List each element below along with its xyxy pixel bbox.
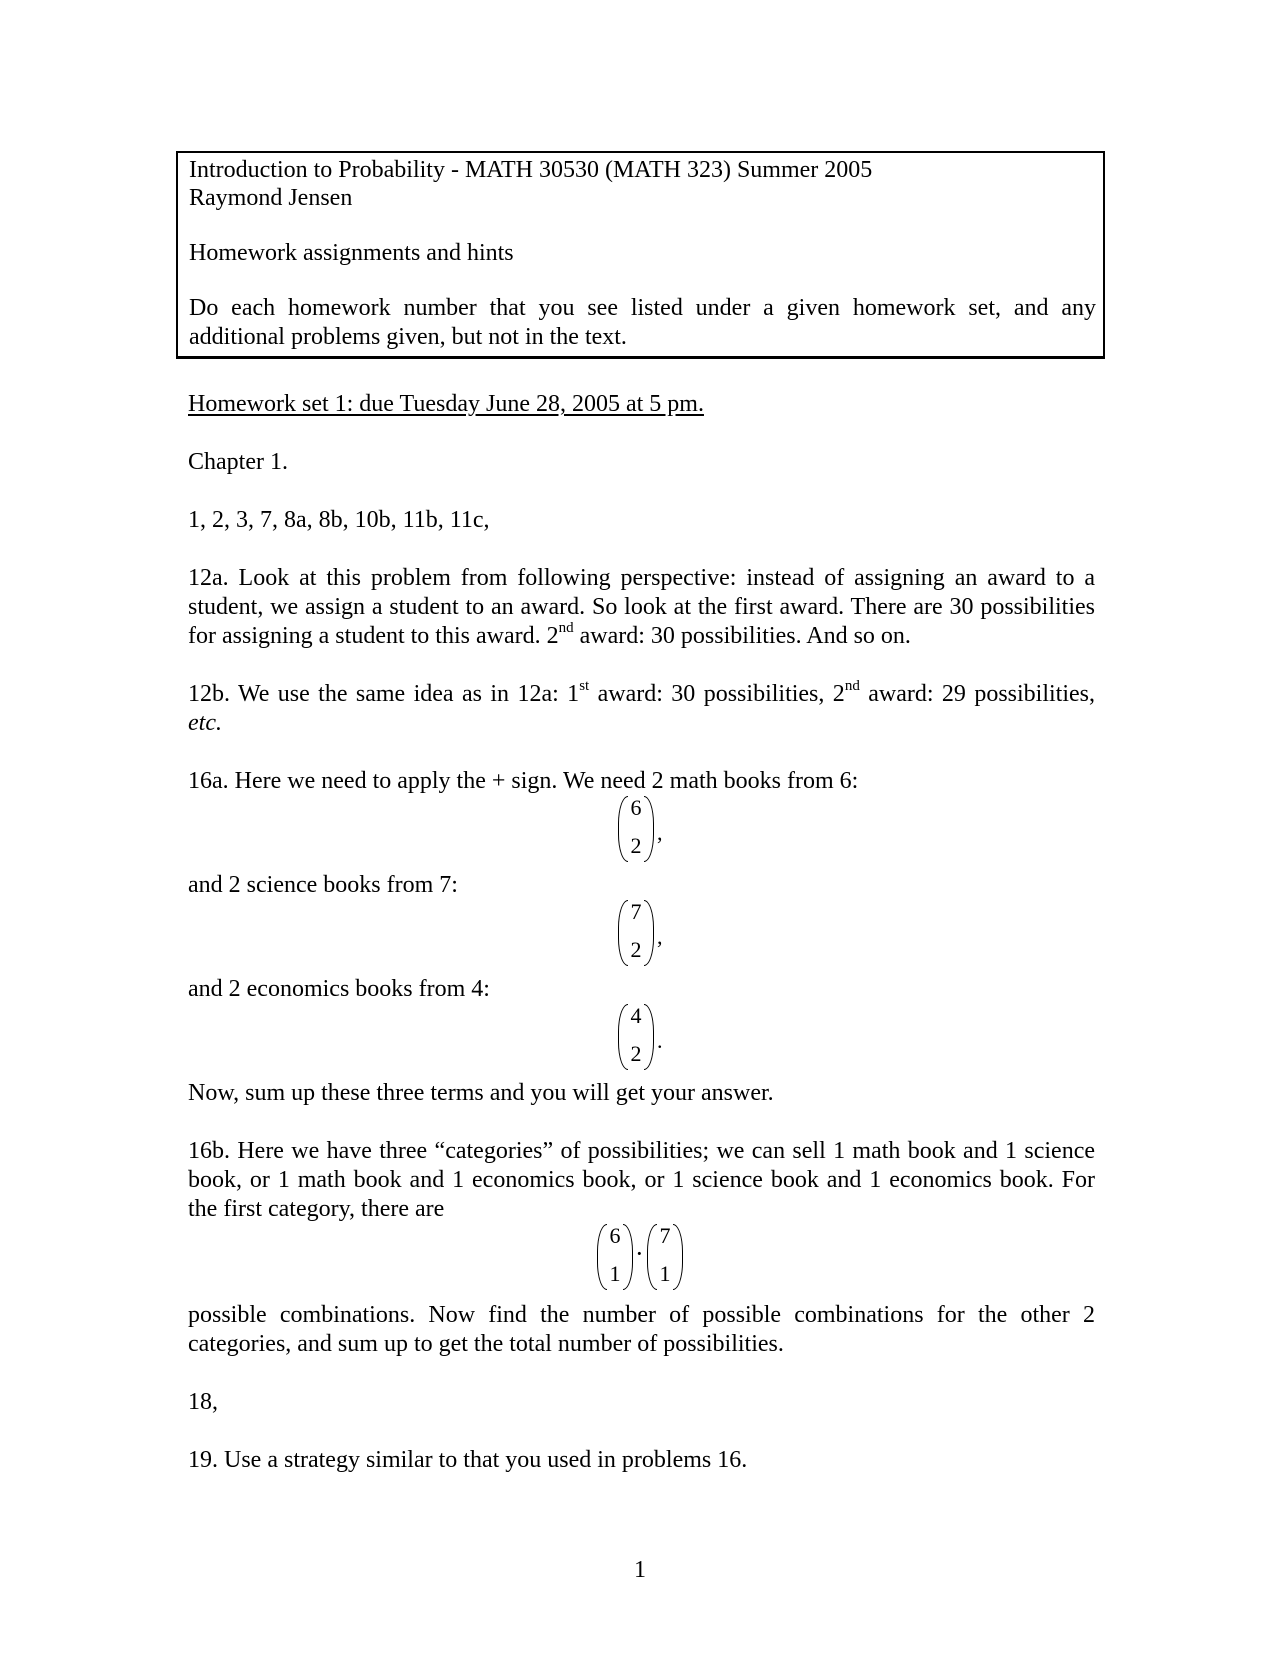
problem-16a-economics: and 2 economics books from 4: bbox=[188, 976, 490, 1002]
problem-19: 19. Use a strategy similar to that you used in problems 16. bbox=[188, 1447, 748, 1473]
problem-16b-intro: 16b. Here we have three “categories” of possibilities; we can sell 1 math book and 1 science book, or 1 math book and 1 economics book, or 1 science book and 1 economics book. For the first category, there are bbox=[188, 1138, 1095, 1222]
course-title: Introduction to Probability - MATH 30530 (MATH 323) Summer 2005 bbox=[189, 157, 873, 183]
page-number: 1 bbox=[634, 1557, 646, 1583]
problem-16b-conclusion: possible combinations. Now find the number of possible combinations for the other 2 categories, and sum up to get the total number of possibilities. bbox=[188, 1302, 1095, 1357]
problem-12a: 12a. Look at this problem from following perspective: instead of assigning an award to a student, we assign a student to an award. So look at the first award. There are 30 possibilities for assigning a student to this award. 2nd award: 30 possibilities. And so on. bbox=[188, 565, 1095, 649]
binomial-trailing-comma: , bbox=[657, 924, 663, 949]
binomial-4-choose-2: 4 2 bbox=[618, 1004, 654, 1074]
header-instructions: Do each homework number that you see listed under a given homework set, and any additional problems given, but not in the text. bbox=[189, 295, 1096, 350]
multiplication-dot: · bbox=[635, 1239, 644, 1268]
binomial-7-choose-1: 7 1 bbox=[647, 1224, 683, 1294]
binomial-6-choose-1: 6 1 bbox=[597, 1224, 633, 1294]
problem-12b: 12b. We use the same idea as in 12a: 1st award: 30 possibilities, 2nd award: 29 possibilities, etc. bbox=[188, 678, 1096, 736]
problem-16a-conclusion: Now, sum up these three terms and you will get your answer. bbox=[188, 1080, 774, 1106]
problem-16a-science: and 2 science books from 7: bbox=[188, 872, 458, 898]
problem-16a-intro: 16a. Here we need to apply the + sign. We need 2 math books from 6: bbox=[188, 768, 859, 794]
problem-list: 1, 2, 3, 7, 8a, 8b, 10b, 11b, 11c, bbox=[188, 507, 490, 533]
chapter-heading: Chapter 1. bbox=[188, 449, 288, 475]
header-subtitle: Homework assignments and hints bbox=[189, 240, 514, 266]
binomial-trailing-period: . bbox=[657, 1028, 663, 1053]
course-header-box bbox=[176, 151, 1105, 359]
instructor-name: Raymond Jensen bbox=[189, 185, 353, 211]
problem-18: 18, bbox=[188, 1389, 218, 1415]
binomial-trailing-comma: , bbox=[657, 820, 663, 845]
binomial-6-choose-2: 6 2 bbox=[618, 796, 654, 866]
binomial-7-choose-2: 7 2 bbox=[618, 900, 654, 970]
homework-set-heading: Homework set 1: due Tuesday June 28, 2005 at 5 pm. bbox=[188, 391, 704, 417]
